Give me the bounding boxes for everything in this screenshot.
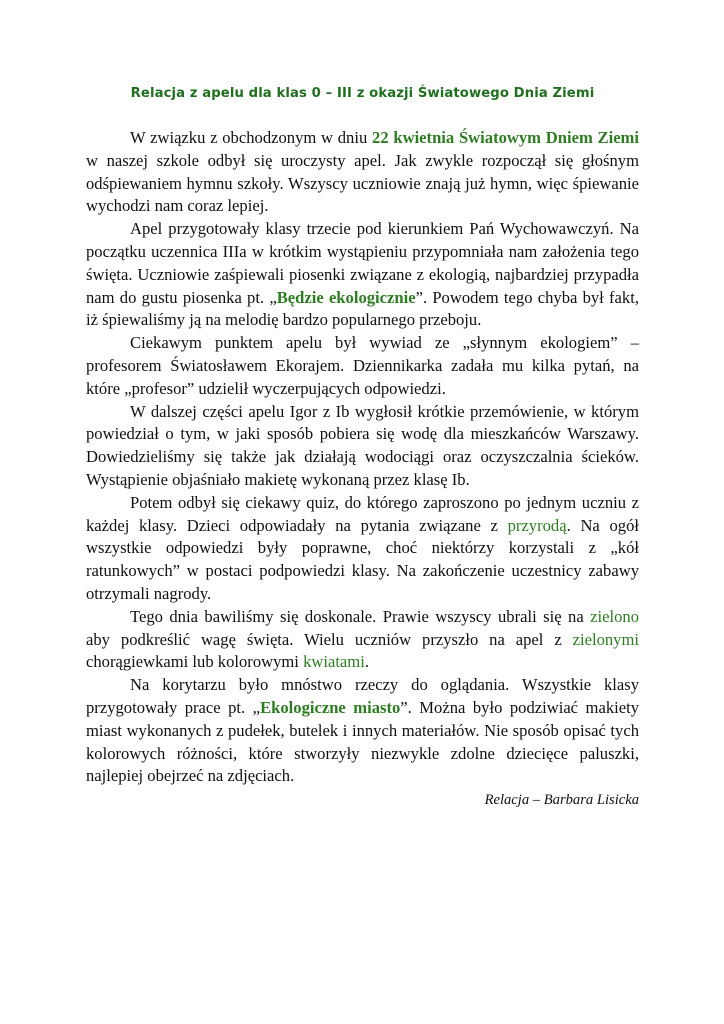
flowers-word-highlight: kwiatami [303, 652, 365, 672]
document-page [86, 84, 639, 810]
document-title: Relacja z apelu dla klas 0 – III z okazji Światowego Dnia Ziemi [130, 86, 595, 101]
song-title-highlight: Będzie ekologicznie [276, 287, 416, 307]
paragraph-2-text-a: Apel przygotowały klasy trzecie pod kierunkiem Pań Wychowawczyń. Na początku uczennica IIIa w krótkim wystąpieniu przypomniała nam założenia tego święta. Uczniowie zaśpiewali piosenki związane z ekologią, najbardziej przypadła nam do gustu piosenka pt. „ [86, 219, 639, 307]
paragraph-6-text-c: aby podkreślić wagę święta. Wielu uczniów przyszło na apel z [86, 629, 573, 649]
paragraph-6-text-g: . [364, 652, 369, 672]
author-signature: Relacja – Barbara Lisicka [484, 792, 639, 809]
paragraph-7 [86, 674, 639, 788]
paragraph-7-text-c: ”. Można było podziwiać makiety miast wykonanych z pudełek, butelek i innych materiałów. Nie sposób opisać tych kolorowych różności, które stworzyły niezwykle zdolne dziecięce paluszki, najlepiej obejrzeć na zdjęciach. [86, 697, 639, 786]
paragraph-6-text-e: chorągiewkami lub kolorowymi [86, 652, 304, 672]
paragraph-3: Ciekawym punktem apelu był wywiad ze „słynnym ekologiem” – profesorem Światosławem Ekorajem. Dziennikarka zadała mu kilka pytań, na które „profesor” udzielił wyczerpujących odpowiedzi. [86, 333, 639, 398]
paragraph-5-text-a: Potem odbył się ciekawy quiz, do którego zaproszono po jednym uczniu z każdej klasy. Dzieci odpowiadały na pytania związane z [86, 492, 639, 535]
green-word-highlight: zielono [590, 606, 639, 626]
paragraph-1 [86, 127, 639, 218]
earth-day-date-highlight: 22 kwietnia Światowym Dniem Ziemi [372, 128, 639, 147]
paragraph-6-text-a: Tego dnia bawiliśmy się doskonale. Prawie wszyscy ubrali się na [130, 606, 591, 626]
eco-city-title-highlight: Ekologiczne miasto [260, 697, 401, 717]
paragraph-7-text-a: Na korytarzu było mnóstwo rzeczy do oglądania. Wszystkie klasy przygotowały prace pt. „ [86, 675, 639, 717]
paragraph-5-text-c: . Na ogół wszystkie odpowiedzi były poprawne, choć niektórzy korzystali z „kół ratunkowych” w postaci podpowiedzi klasy. Na zakończenie uczestnicy zabawy otrzymali nagrody. [86, 515, 639, 603]
paragraph-5 [86, 492, 639, 606]
paragraph-4: W dalszej części apelu Igor z Ib wygłosił krótkie przemówienie, w którym powiedział o tym, w jaki sposób pobiera się wodę dla mieszkańców Warszawy. Dowiedzieliśmy się także jak działają wodociągi oraz oczyszczalnia ścieków. Wystąpienie objaśniało makietę wykonaną przez klasę Ib. [86, 401, 639, 489]
green-flags-word-highlight: zielonymi [572, 629, 639, 649]
paragraph-2-text-c: ”. Powodem tego chyba był fakt, iż śpiewaliśmy ją na melodię bardzo popularnego przeboju. [86, 287, 639, 330]
paragraph-1-text-a: W związku z obchodzonym w dniu [130, 128, 373, 147]
paragraph-1-text-c: w naszej szkole odbył się uroczysty apel. Jak zwykle rozpoczął się głośnym odśpiewaniem hymnu szkoły. Wszyscy uczniowie znają już hymn, więc śpiewanie wychodzi nam coraz lepiej. [86, 150, 639, 216]
paragraph-6 [86, 606, 639, 674]
paragraph-2 [86, 218, 639, 332]
nature-word-highlight: przyrodą [507, 515, 567, 535]
